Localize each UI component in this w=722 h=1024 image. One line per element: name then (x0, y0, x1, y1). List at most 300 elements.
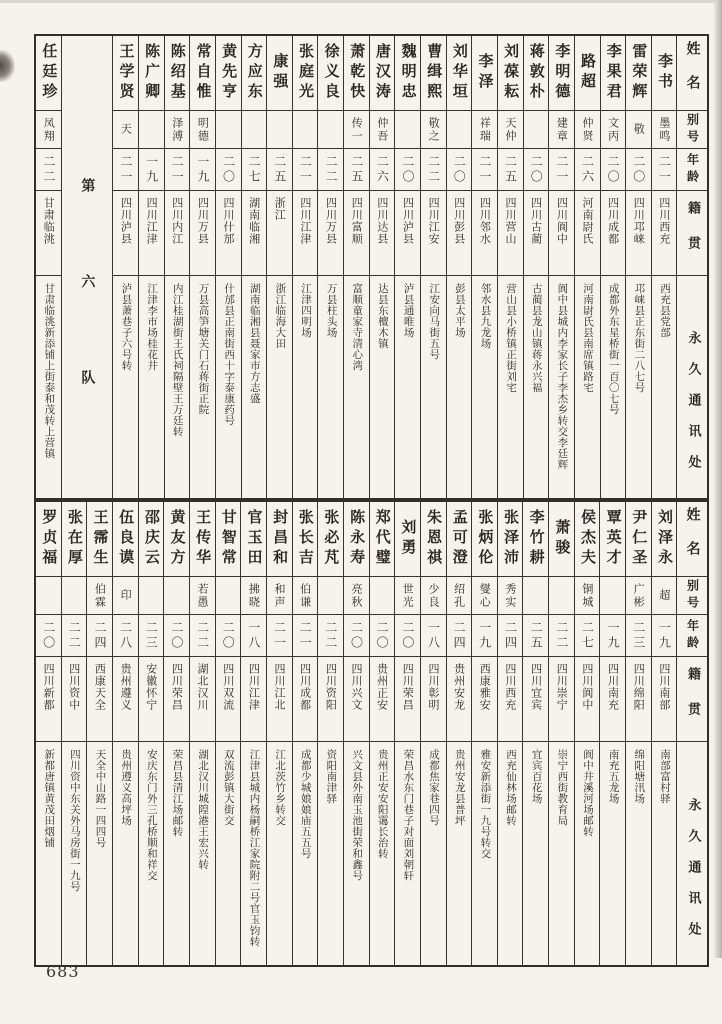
native-place-cell (472, 190, 497, 275)
person-age: 二二 (195, 620, 210, 651)
person-name: 侯杰夫 (578, 509, 597, 569)
person-column (86, 502, 112, 965)
header-native-place-cell (677, 190, 707, 275)
alias-cell (139, 110, 164, 148)
person-native-place: 西康雅安 (478, 663, 492, 711)
person-column (292, 502, 318, 965)
native-place-cell (549, 190, 574, 275)
alias-cell (652, 110, 677, 148)
age-cell (498, 614, 523, 656)
person-native-place: 四川成都 (606, 197, 620, 245)
person-name: 张在厚 (65, 509, 84, 569)
age-cell (447, 148, 472, 190)
person-column (599, 502, 625, 965)
header-age-cell (677, 148, 707, 190)
alias-cell (524, 110, 549, 148)
address-cell (62, 741, 87, 965)
alias-cell (164, 576, 189, 614)
name-cell (626, 36, 651, 110)
person-native-place: 四川阆中 (555, 197, 569, 245)
address-cell (370, 741, 395, 965)
native-place-cell (575, 190, 600, 275)
age-cell (36, 148, 61, 190)
native-place-cell (498, 656, 523, 741)
age-cell (498, 148, 523, 190)
alias-cell (395, 576, 420, 614)
name-cell (472, 502, 497, 576)
age-cell (370, 148, 395, 190)
person-age: 二五 (529, 620, 544, 651)
person-column (215, 36, 241, 498)
person-address: 浙江临海大田 (274, 283, 287, 349)
person-address: 四川资中东关外马房街一九号 (68, 749, 81, 892)
person-name: 覃英才 (604, 509, 623, 569)
person-alias: 广彬 (632, 582, 646, 609)
person-native-place: 西康天全 (93, 663, 107, 711)
person-column (240, 502, 266, 965)
native-place-cell (139, 656, 164, 741)
age-cell (626, 148, 651, 190)
person-address: 阆中井溪河场邮转 (581, 749, 594, 837)
person-name: 王学贤 (117, 43, 136, 103)
person-address: 营山县小桥镇正街刘宅 (505, 283, 518, 393)
native-place-cell (87, 656, 112, 741)
person-native-place: 湖南临湘 (247, 197, 261, 245)
person-address: 成都外东星桥街一百〇七号 (607, 283, 620, 415)
person-alias: 泽溥 (170, 116, 184, 143)
name-cell (190, 36, 215, 110)
person-native-place: 四川资阳 (324, 663, 338, 711)
person-address: 荣昌县清江场邮转 (171, 749, 184, 837)
person-column (266, 36, 292, 498)
person-age: 二〇 (221, 620, 236, 651)
age-cell (575, 148, 600, 190)
person-name: 路超 (579, 53, 598, 93)
person-age: 二一 (272, 620, 287, 651)
person-column (164, 36, 190, 498)
alias-cell (216, 576, 241, 614)
alias-cell (472, 110, 497, 148)
native-place-cell (36, 656, 61, 741)
person-native-place: 四川邛崃 (632, 197, 646, 245)
person-age: 二一 (477, 154, 492, 185)
age-cell (216, 614, 241, 656)
person-address: 彭县太平场 (453, 283, 466, 338)
person-age: 二七 (247, 154, 262, 185)
person-column (112, 502, 138, 965)
header-age-label: 年龄 (685, 152, 700, 187)
address-cell (395, 741, 420, 965)
alias-cell (216, 110, 241, 148)
header-age-cell (677, 614, 707, 656)
age-cell (293, 614, 318, 656)
person-native-place: 四川阆中 (580, 663, 594, 711)
alias-cell (113, 110, 138, 148)
person-column (138, 36, 164, 498)
person-age: 二一 (118, 154, 133, 185)
alias-cell (267, 110, 292, 148)
address-cell (523, 741, 548, 965)
person-age: 二六 (375, 154, 390, 185)
address-cell (344, 741, 369, 965)
age-cell (652, 614, 677, 656)
name-cell (652, 36, 677, 110)
native-place-cell (344, 656, 369, 741)
name-cell (549, 502, 574, 576)
address-cell (241, 741, 266, 965)
person-column (394, 36, 420, 498)
name-cell (36, 36, 61, 110)
name-cell (447, 502, 472, 576)
person-address: 南充五龙场 (607, 749, 620, 804)
name-cell (575, 502, 600, 576)
person-name: 陈永寿 (348, 509, 367, 569)
person-name: 朱恩祺 (425, 509, 444, 569)
address-cell (524, 275, 549, 498)
age-cell (652, 148, 677, 190)
person-column (420, 36, 446, 498)
alias-cell (344, 576, 369, 614)
name-cell (370, 502, 395, 576)
roster-table-top (34, 34, 709, 500)
person-age: 二三 (144, 620, 159, 651)
person-address: 达县东檀木镇 (376, 283, 389, 349)
age-cell (293, 148, 318, 190)
name-cell (523, 502, 548, 576)
name-cell (498, 36, 523, 110)
person-alias: 铜城 (580, 582, 594, 609)
person-age: 二〇 (529, 154, 544, 185)
person-name: 曹缉熙 (425, 43, 444, 103)
person-age: 一九 (477, 620, 492, 651)
header-address-label: 永久通讯处 (685, 798, 701, 953)
person-column (497, 502, 523, 965)
person-name: 尹仁圣 (630, 509, 649, 569)
person-age: 二〇 (400, 620, 415, 651)
header-name-cell (677, 36, 707, 110)
address-cell (626, 741, 651, 965)
age-cell (87, 614, 112, 656)
person-age: 二〇 (452, 154, 467, 185)
native-place-cell (318, 190, 343, 275)
person-address: 万县柱头场 (325, 283, 338, 338)
address-cell (139, 275, 164, 498)
person-alias: 世光 (401, 582, 415, 609)
alias-cell (523, 576, 548, 614)
person-address: 成都少城娘娘庙五五号 (299, 749, 312, 859)
native-place-cell (395, 656, 420, 741)
person-native-place: 四川内江 (170, 197, 184, 245)
person-alias: 印 (119, 589, 133, 602)
person-column (317, 502, 343, 965)
person-alias: 墨鸣 (657, 116, 671, 143)
person-name: 孟可澄 (450, 509, 469, 569)
name-cell (344, 36, 369, 110)
person-address: 天全中山路一四四号 (94, 749, 107, 848)
age-cell (267, 614, 292, 656)
person-column (394, 502, 420, 965)
person-name: 雷荣辉 (630, 43, 649, 103)
age-cell (164, 614, 189, 656)
alias-cell (267, 576, 292, 614)
name-cell (421, 502, 446, 576)
name-cell (472, 36, 497, 110)
name-cell (395, 502, 420, 576)
person-alias: 凤翔 (42, 116, 56, 143)
person-column (420, 502, 446, 965)
person-address: 荣昌水东门巷子对面刘朝轩 (402, 749, 415, 881)
native-place-cell (498, 190, 523, 275)
scan-artifact-top-edge (0, 0, 722, 3)
name-cell (216, 36, 241, 110)
native-place-cell (139, 190, 164, 275)
age-cell (318, 614, 343, 656)
person-native-place: 甘肃临洮 (42, 197, 56, 245)
person-address: 江津李市场桂花井 (146, 283, 159, 371)
person-address: 贵州正安安阳霭长治转 (376, 749, 389, 859)
native-place-cell (113, 190, 138, 275)
age-cell (113, 148, 138, 190)
person-address: 崇宁西街教育局 (556, 749, 569, 826)
person-age: 二一 (554, 154, 569, 185)
address-cell (421, 275, 446, 498)
name-cell (318, 502, 343, 576)
native-place-cell (626, 656, 651, 741)
native-place-cell (293, 190, 318, 275)
alias-cell (370, 576, 395, 614)
person-address: 古蔺县龙山镇蒋永兴福 (530, 283, 543, 393)
person-alias: 亮秋 (349, 582, 363, 609)
person-name: 郑代璧 (373, 509, 392, 569)
person-age: 二四 (92, 620, 107, 651)
person-address: 甘肃临洮新添铺上街泰和茂转上营镇 (43, 283, 56, 459)
address-cell (626, 275, 651, 498)
alias-cell (62, 576, 87, 614)
person-age: 二一 (298, 154, 313, 185)
person-age: 二三 (631, 620, 646, 651)
native-place-cell (241, 656, 266, 741)
person-name: 刘华垣 (450, 43, 469, 103)
person-name: 李果君 (604, 43, 623, 103)
person-address: 泸县萧巷子六号转 (120, 283, 133, 371)
header-name-label: 姓名 (684, 507, 701, 575)
person-age: 一九 (195, 154, 210, 185)
person-column (600, 36, 626, 498)
address-cell (601, 275, 626, 498)
native-place-cell (216, 656, 241, 741)
age-cell (139, 148, 164, 190)
native-place-cell (164, 656, 189, 741)
name-cell (549, 36, 574, 110)
person-column (369, 36, 395, 498)
age-cell (421, 614, 446, 656)
person-name: 伍良谟 (117, 509, 136, 569)
person-alias: 仲吾 (375, 116, 389, 143)
address-cell (395, 275, 420, 498)
native-place-cell (190, 190, 215, 275)
person-native-place: 四川崇宁 (555, 663, 569, 711)
table-header-column (676, 502, 707, 965)
person-age: 二二 (554, 620, 569, 651)
age-cell (600, 614, 625, 656)
person-age: 二六 (580, 154, 595, 185)
native-place-cell (447, 190, 472, 275)
name-cell (216, 502, 241, 576)
address-cell (652, 275, 677, 498)
native-place-cell (216, 190, 241, 275)
alias-cell (421, 110, 446, 148)
address-cell (165, 275, 190, 498)
native-place-cell (395, 190, 420, 275)
age-cell (395, 614, 420, 656)
native-place-cell (293, 656, 318, 741)
person-address: 河南尉氏县南席镇路宅 (582, 283, 595, 393)
address-cell (164, 741, 189, 965)
person-name: 李竹耕 (527, 509, 546, 569)
address-cell (318, 275, 343, 498)
person-alias: 传一 (350, 116, 364, 143)
address-cell (344, 275, 369, 498)
person-age: 二〇 (375, 620, 390, 651)
person-age: 二七 (580, 620, 595, 651)
person-age: 一八 (426, 620, 441, 651)
person-address: 西充仙林场邮转 (505, 749, 518, 826)
person-age: 二二 (67, 620, 82, 651)
person-native-place: 四川江津 (298, 197, 312, 245)
person-alias: 敬 (632, 123, 646, 136)
person-native-place: 四川彭县 (452, 197, 466, 245)
age-cell (549, 614, 574, 656)
person-name: 李明德 (553, 43, 572, 103)
person-column (266, 502, 292, 965)
person-name: 黄友方 (168, 509, 187, 569)
person-name: 任廷珍 (40, 43, 59, 103)
age-cell (524, 148, 549, 190)
person-native-place: 贵州安龙 (452, 663, 466, 711)
address-cell (113, 741, 138, 965)
address-cell (267, 275, 292, 498)
person-column (446, 502, 472, 965)
name-cell (139, 36, 164, 110)
name-cell (139, 502, 164, 576)
person-column (189, 502, 215, 965)
alias-cell (575, 110, 600, 148)
person-column (548, 502, 574, 965)
person-column (446, 36, 472, 498)
age-cell (190, 614, 215, 656)
address-cell (447, 741, 472, 965)
person-address: 万县高笋塘关门石蒋街正院 (197, 283, 210, 415)
person-age: 二二 (426, 154, 441, 185)
native-place-cell (370, 190, 395, 275)
age-cell (575, 614, 600, 656)
person-address: 成都焦家巷四号 (428, 749, 441, 826)
age-cell (318, 148, 343, 190)
name-cell (524, 36, 549, 110)
address-cell (575, 275, 600, 498)
name-cell (370, 36, 395, 110)
address-cell (421, 741, 446, 965)
address-cell (113, 275, 138, 498)
person-native-place: 四川万县 (196, 197, 210, 245)
address-cell (498, 275, 523, 498)
native-place-cell (318, 656, 343, 741)
person-native-place: 四川兴文 (349, 663, 363, 711)
person-native-place: 湖北汉川 (196, 663, 210, 711)
person-native-place: 浙江 (273, 197, 287, 221)
person-column (471, 36, 497, 498)
squad-label-column (61, 36, 113, 498)
address-cell (549, 741, 574, 965)
alias-cell (241, 576, 266, 614)
person-column (343, 502, 369, 965)
person-age: 二五 (503, 154, 518, 185)
name-cell (498, 502, 523, 576)
person-name: 黄先亨 (220, 43, 239, 103)
person-name: 刘勇 (399, 519, 418, 559)
alias-cell (190, 576, 215, 614)
person-column (522, 502, 548, 965)
age-cell (344, 148, 369, 190)
person-age: 二五 (349, 154, 364, 185)
age-cell (472, 614, 497, 656)
person-native-place: 四川双流 (221, 663, 235, 711)
name-cell (575, 36, 600, 110)
person-age: 二〇 (221, 154, 236, 185)
person-alias: 拂晓 (247, 582, 261, 609)
name-cell (36, 502, 61, 576)
person-native-place: 四川西充 (503, 663, 517, 711)
person-name: 刘葆耘 (502, 43, 521, 103)
name-cell (241, 502, 266, 576)
person-native-place: 安徽怀宁 (144, 663, 158, 711)
person-alias: 天 (119, 123, 133, 136)
person-column (189, 36, 215, 498)
person-address: 湖南临湘县聂家市方志盛 (248, 283, 261, 404)
native-place-cell (600, 656, 625, 741)
person-column (625, 502, 651, 965)
address-cell (190, 275, 215, 498)
alias-cell (472, 576, 497, 614)
person-column (241, 36, 267, 498)
alias-cell (165, 110, 190, 148)
person-age: 一九 (657, 620, 672, 651)
native-place-cell (267, 190, 292, 275)
age-cell (395, 148, 420, 190)
name-cell (626, 502, 651, 576)
person-address: 富顺童家寺清心湾 (351, 283, 364, 371)
person-age: 一八 (246, 620, 261, 651)
person-age: 二四 (452, 620, 467, 651)
person-name: 王传华 (194, 509, 213, 569)
person-native-place: 四川营山 (504, 197, 518, 245)
person-address: 阆中县城内李家长子李杰乡转交李廷辉 (556, 283, 569, 470)
alias-cell (498, 110, 523, 148)
address-cell (216, 741, 241, 965)
alias-cell (395, 110, 420, 148)
person-name: 唐汉涛 (373, 43, 392, 103)
person-native-place: 四川江津 (247, 663, 261, 711)
name-cell (652, 502, 677, 576)
person-native-place: 四川古蔺 (529, 197, 543, 245)
person-address: 江安向马街五号 (428, 283, 441, 360)
person-address: 新都唐镇黄茂田烟铺 (43, 749, 56, 848)
age-cell (447, 614, 472, 656)
person-native-place: 四川荣昌 (401, 663, 415, 711)
alias-cell (113, 576, 138, 614)
scan-artifact-right-edge (713, 0, 722, 958)
squad-label: 第六队 (79, 178, 96, 466)
